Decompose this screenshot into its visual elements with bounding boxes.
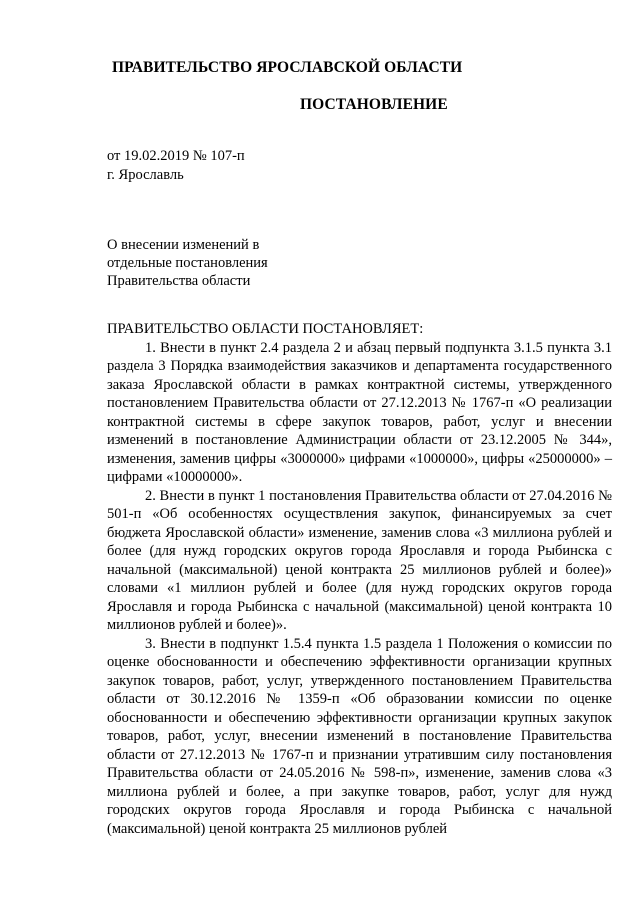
subject-line-3: Правительства области [107,273,251,289]
preamble: ПРАВИТЕЛЬСТВО ОБЛАСТИ ПОСТАНОВЛЯЕТ: [107,321,424,337]
paragraph-2: 2. Внести в пункт 1 постановления Правительства области от 27.04.2016 № 501-п «Об особенностях осуществления закупок, финансируемых за счет бюджета Ярославской области» изменение, заменив слова «3 миллиона рублей и более (для нужд городских округов города Ярославля и города Рыбинска с начальной (максимальной) ценой контракта 25 миллионов рублей и более)» словами «1 миллион рублей и более (для нужд городских округов города Ярославля и города Рыбинска с начальной (максимальной) ценой контракта 10 миллионов рублей и более)». [107,487,612,633]
paragraph-3: 3. Внести в подпункт 1.5.4 пункта 1.5 раздела 1 Положения о комиссии по оценке обоснованности и обеспечению эффективности организации крупных закупок товаров, работ, услуг, утвержденного постановлением Правительства области от 30.12.2016 № 1359-п «Об образовании комиссии по оценке обоснованности и обеспечению эффективности организации крупных закупок товаров, работ, услуг, внесении изменений в постановление Правительства области от 27.12.2013 № 1767-п и признании утратившим силу постановления Правительства области от 24.05.2016 № 598-п», изменение, заменив слова «3 миллиона рублей и более, а при закупке товаров, работ, услуг для нужд городских округов города Ярославля и города Рыбинска с начальной (максимальной) ценой контракта 25 миллионов рублей [107,635,612,837]
subject-line-2: отдельные постановления [107,255,268,271]
document-city: г. Ярославль [107,167,184,183]
document-date-number: от 19.02.2019 № 107-п [107,148,245,164]
document-type-title: ПОСТАНОВЛЕНИЕ [300,96,448,113]
paragraph-1: 1. Внести в пункт 2.4 раздела 2 и абзац первый подпункта 3.1.5 пункта 3.1 раздела 3 Порядка взаимодействия заказчиков и департамента государственного заказа Ярославской области в рамках контрактной системы, утвержденного постановлением Правительства области от 27.12.2013 № 1767-п «О реализации контрактной системы в сфере закупок товаров, работ, услуг и внесении изменений в постановление Администрации области от 23.12.2005 № 344», изменения, заменив цифры «3000000» цифрами «1000000», цифры «25000000» – цифрами «10000000». [107,339,612,485]
government-title: ПРАВИТЕЛЬСТВО ЯРОСЛАВСКОЙ ОБЛАСТИ [112,59,463,76]
subject-line-1: О внесении изменений в [107,237,260,253]
document-body [107,320,612,838]
